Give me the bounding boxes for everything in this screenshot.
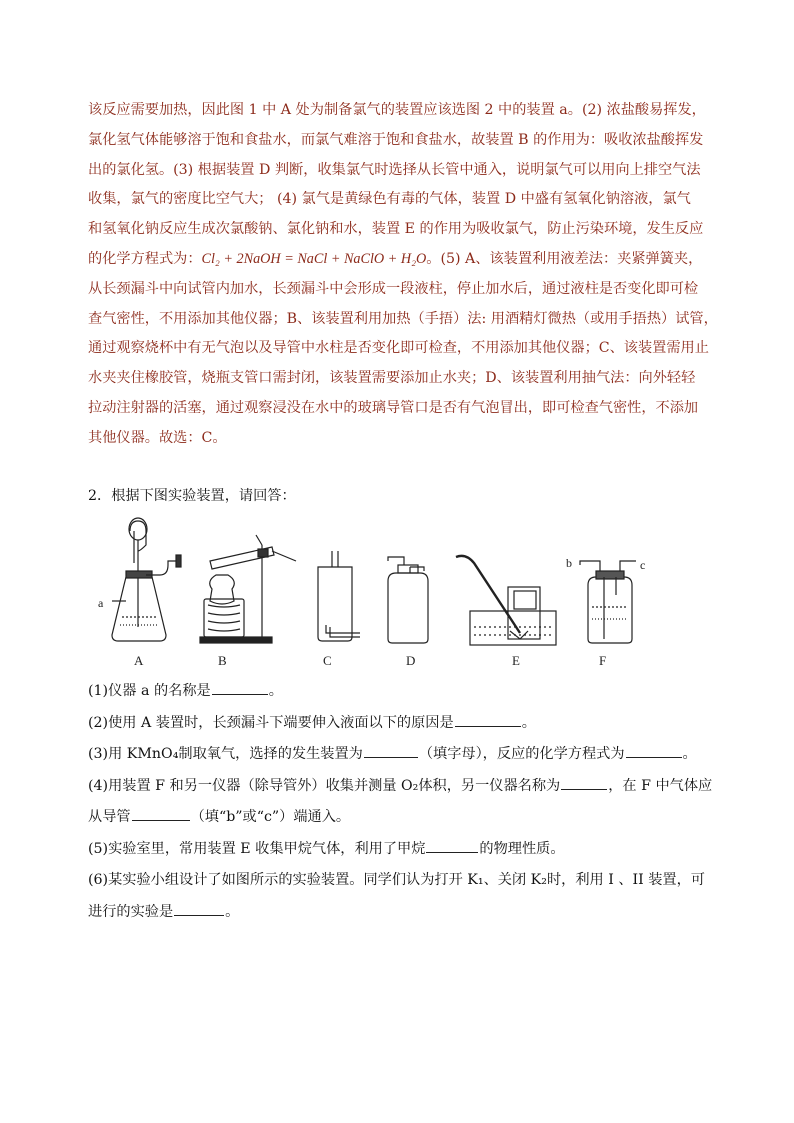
apparatus-label: C bbox=[323, 653, 332, 668]
answer-line: 拉动注射器的活塞，通过观察浸没在水中的玻璃导管口是否有气泡冒出，即可检查气密性，不添加 bbox=[88, 399, 699, 416]
question-3: (3)用 KMnO₄制取氧气，选择的发生装置为 （填字母），反应的化学方程式为 。 bbox=[88, 739, 708, 771]
answer-blank[interactable] bbox=[364, 743, 418, 758]
apparatus-d bbox=[388, 557, 428, 643]
apparatus-c bbox=[318, 551, 360, 641]
question-stem: 2．根据下图实验装置，请回答： bbox=[88, 488, 296, 504]
answer-blank[interactable] bbox=[455, 712, 521, 727]
answer-blank[interactable] bbox=[174, 901, 224, 916]
question-6: (6)某实验小组设计了如图所示的实验装置。同学们认为打开 K₁、关闭 K₂时，利用 I 、II 装置，可 bbox=[88, 872, 705, 888]
answer-blank[interactable] bbox=[132, 806, 190, 821]
apparatus-label: F bbox=[599, 653, 607, 668]
question-4-cont: 从导管 （填“b”或“c”）端通入。 bbox=[88, 802, 708, 834]
apparatus-label: E bbox=[512, 653, 520, 668]
question-4: (4)用装置 F 和另一仪器（除导管外）收集并测量 O₂体积，另一仪器名称为 ，在 F 中气体应 bbox=[88, 771, 708, 803]
answer-line: 该反应需要加热，因此图 1 中 A 处为制备氯气的装置应该选图 2 中的装置 a。(2) 浓盐酸易挥发， bbox=[88, 102, 706, 118]
answer-line: 和氢氧化钠反应生成次氯酸钠、氯化钠和水，装置 E 的作用为吸收氯气，防止污染环境，发生反应 bbox=[88, 221, 704, 238]
answer-explanation bbox=[88, 96, 718, 454]
answer-line: 氯化氢气体能够溶于饱和食盐水，而氯气难溶于饱和食盐水，故装置 B 的作用为：吸收浓盐酸挥发 bbox=[88, 131, 704, 148]
answer-line: 从长颈漏斗中向试管内加水，长颈漏斗中会形成一段液柱，停止加水后，通过液柱是否变化即可检 bbox=[88, 280, 699, 297]
answer-blank[interactable] bbox=[626, 743, 682, 758]
answer-line: 通过观察烧杯中有无气泡以及导管中水柱是否变化即可检查，不用添加其他仪器；C、该装置需用止 bbox=[88, 340, 709, 357]
apparatus-label: D bbox=[406, 653, 416, 668]
apparatus-e bbox=[456, 556, 556, 645]
equation-suffix: 。(5) A、该装置利用液差法：夹紧弹簧夹， bbox=[426, 250, 703, 267]
question-1: (1)仪器 a 的名称是 。 bbox=[88, 676, 708, 708]
answer-line: 收集，氯气的密度比空气大； (4) 氯气是黄绿色有毒的气体，装置 D 中盛有氢氧化钠溶液，氯气 bbox=[88, 191, 691, 208]
chemical-equation: Cl₂ + 2NaOH = NaCl + NaClO + H₂O bbox=[201, 250, 427, 267]
apparatus-figure bbox=[0, 515, 794, 675]
answer-blank[interactable] bbox=[426, 838, 478, 853]
answer-blank[interactable] bbox=[561, 775, 607, 790]
question-2: (2)使用 A 装置时，长颈漏斗下端要伸入液面以下的原因是 。 bbox=[88, 708, 708, 740]
answer-blank[interactable] bbox=[212, 680, 268, 695]
answer-line: 查气密性，不用添加其他仪器；B、该装置利用加热（手捂）法: 用酒精灯微热（或用手捂热）试管， bbox=[88, 310, 718, 327]
label-b-annotation: b bbox=[566, 556, 572, 570]
answer-line: 水夹夹住橡胶管，烧瓶支管口需封闭，该装置需要添加止水夹；D、该装置利用抽气法：向外轻轻 bbox=[88, 370, 696, 387]
apparatus-b bbox=[200, 535, 296, 643]
answer-line: 其他仪器。故选：C。 bbox=[88, 429, 227, 446]
answer-line: 出的氯化氢。(3) 根据装置 D 判断，收集氯气时选择从长管中通入，说明氯气可以用向上排空气法 bbox=[88, 161, 701, 178]
question-5: (5)实验室里，常用装置 E 收集甲烷气体，利用了甲烷 的物理性质。 bbox=[88, 834, 708, 866]
question-6-cont: 进行的实验是 。 bbox=[88, 897, 708, 929]
equation-prefix: 的化学方程式为： bbox=[88, 250, 202, 267]
equation-line bbox=[88, 245, 708, 275]
label-c-annotation: c bbox=[640, 558, 646, 572]
label-a-annotation: a bbox=[98, 596, 104, 610]
question-list bbox=[88, 676, 713, 928]
apparatus-a bbox=[112, 518, 181, 641]
apparatus-label: B bbox=[218, 653, 227, 668]
apparatus-f bbox=[580, 561, 636, 643]
apparatus-label: A bbox=[134, 653, 144, 668]
